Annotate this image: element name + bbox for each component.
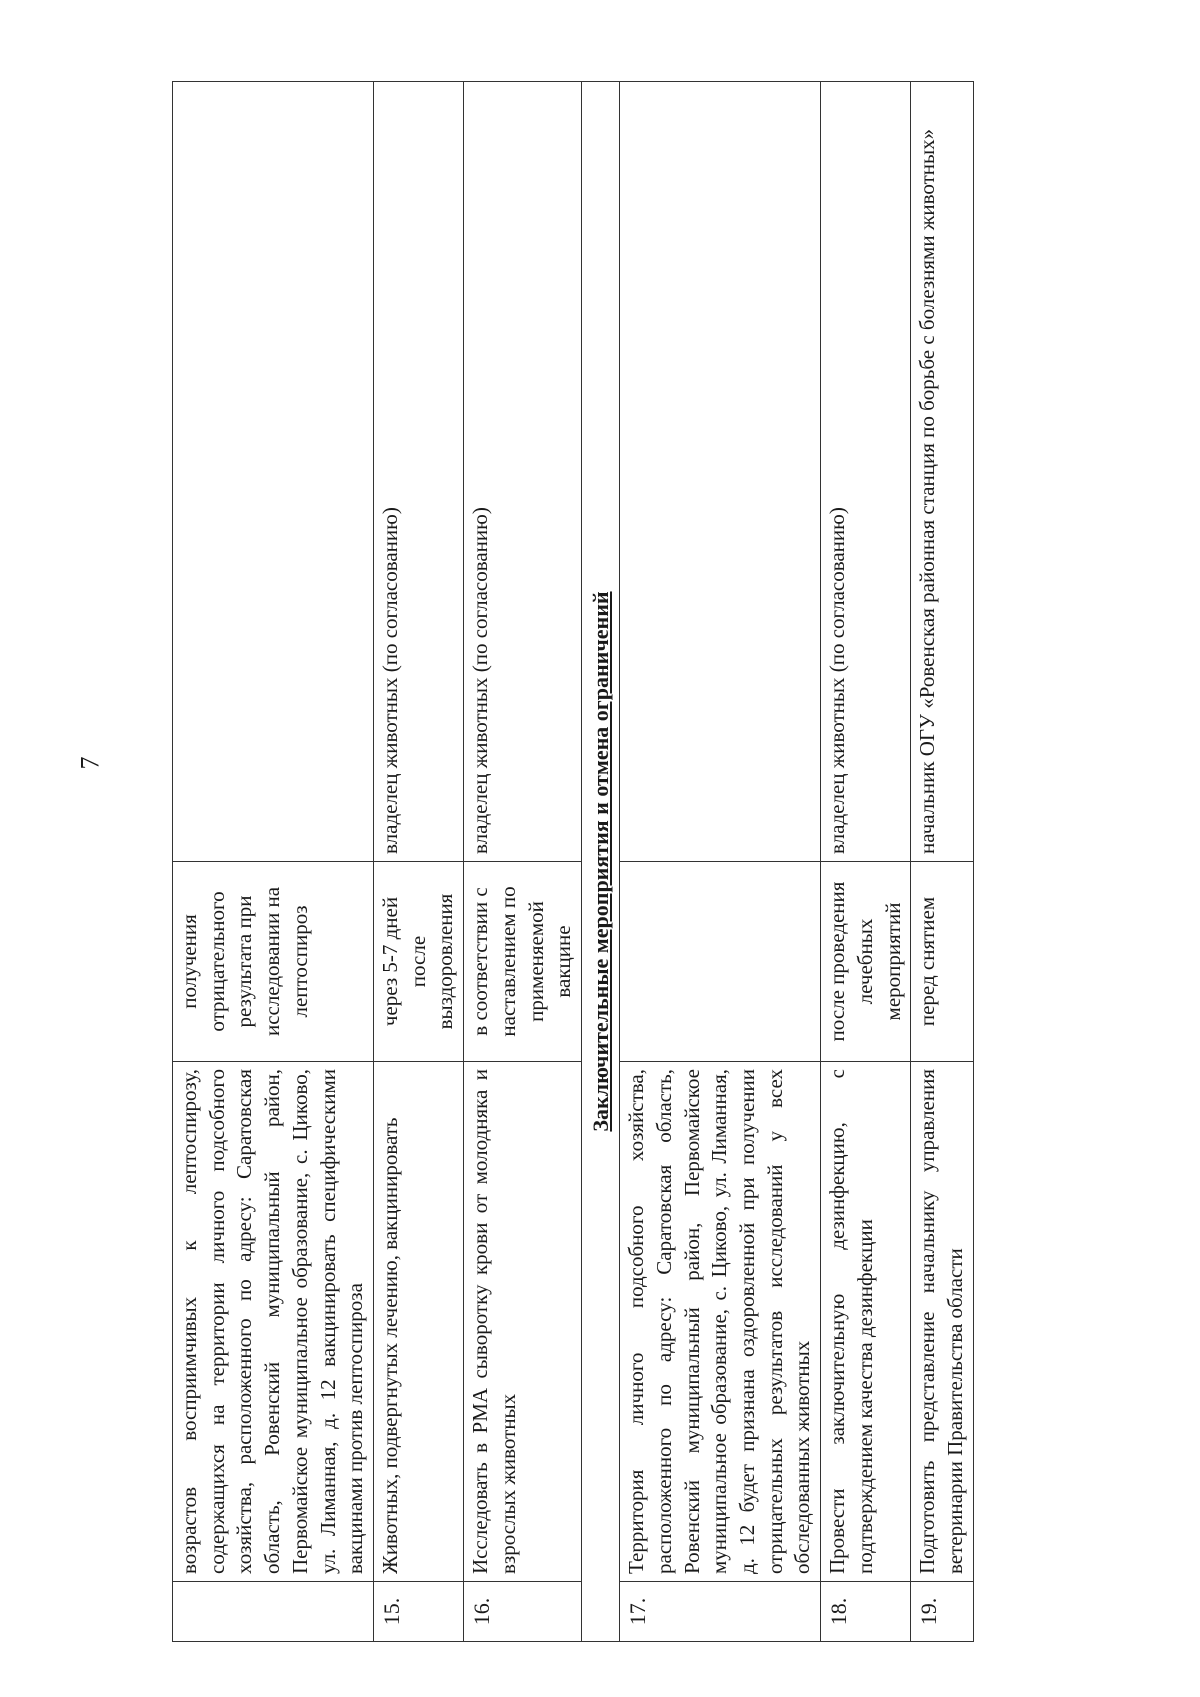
measures-table-sheet [172, 82, 1092, 1642]
activity-cell: Животных, подвергнутых лечению, вакцинировать [374, 1062, 464, 1582]
term-cell: перед снятием [911, 862, 973, 1062]
term-cell: в соответствии с наставлением по применяемой вакцине [464, 862, 582, 1062]
table-row [620, 82, 821, 1642]
section-title: Заключительные мероприятия и отмена ограничений [582, 82, 620, 1642]
row-number: 19. [911, 1582, 973, 1642]
table-row [464, 82, 582, 1642]
responsible-cell: владелец животных (по согласованию) [464, 82, 582, 862]
row-number [173, 1582, 374, 1642]
row-number: 18. [821, 1582, 911, 1642]
responsible-cell [173, 82, 374, 862]
activity-cell: Провести заключительную дезинфекцию, с подтверждением качества дезинфекции [821, 1062, 911, 1582]
measures-table [172, 81, 974, 1642]
row-number: 16. [464, 1582, 582, 1642]
responsible-cell: владелец животных (по согласованию) [374, 82, 464, 862]
term-cell: получения отрицательного результата при исследовании на лептоспироз [173, 862, 374, 1062]
term-cell: через 5-7 дней после выздоровления [374, 862, 464, 1062]
section-header-row [582, 82, 620, 1642]
activity-cell: Территория личного подсобного хозяйства, расположенного по адресу: Саратовская область, Ровенский муниципальный район, Первомайское муниципальное образование, с. Циково, ул. Лиманная, д. 12 будет признана оздоровленной при получении отрицательных результатов исследований у всех обследованных животных [620, 1062, 821, 1582]
table-row [173, 82, 374, 1642]
responsible-cell: начальник ОГУ «Ровенская районная станция по борьбе с болезнями животных» [911, 82, 973, 862]
term-cell [620, 862, 821, 1062]
activity-cell: Исследовать в РМА сыворотку крови от молодняка и взрослых животных [464, 1062, 582, 1582]
activity-cell: Подготовить представление начальнику управления ветеринарии Правительства области [911, 1062, 973, 1582]
activity-cell: возрастов восприимчивых к лептоспирозу, содержащихся на территории личного подсобного хозяйства, расположенного по адресу: Саратовская область, Ровенский муниципальный район, Первомайское муниципальное образование, с. Циково, ул. Лиманная, д. 12 вакцинировать специфическими вакцинами против лептоспироза [173, 1062, 374, 1582]
table-row [374, 82, 464, 1642]
responsible-cell: владелец животных (по согласованию) [821, 82, 911, 862]
table-row [911, 82, 973, 1642]
term-cell: после проведения лечебных мероприятий [821, 862, 911, 1062]
table-row [821, 82, 911, 1642]
page-number: 7 [75, 756, 105, 770]
row-number: 15. [374, 1582, 464, 1642]
row-number: 17. [620, 1582, 821, 1642]
responsible-cell [620, 82, 821, 862]
